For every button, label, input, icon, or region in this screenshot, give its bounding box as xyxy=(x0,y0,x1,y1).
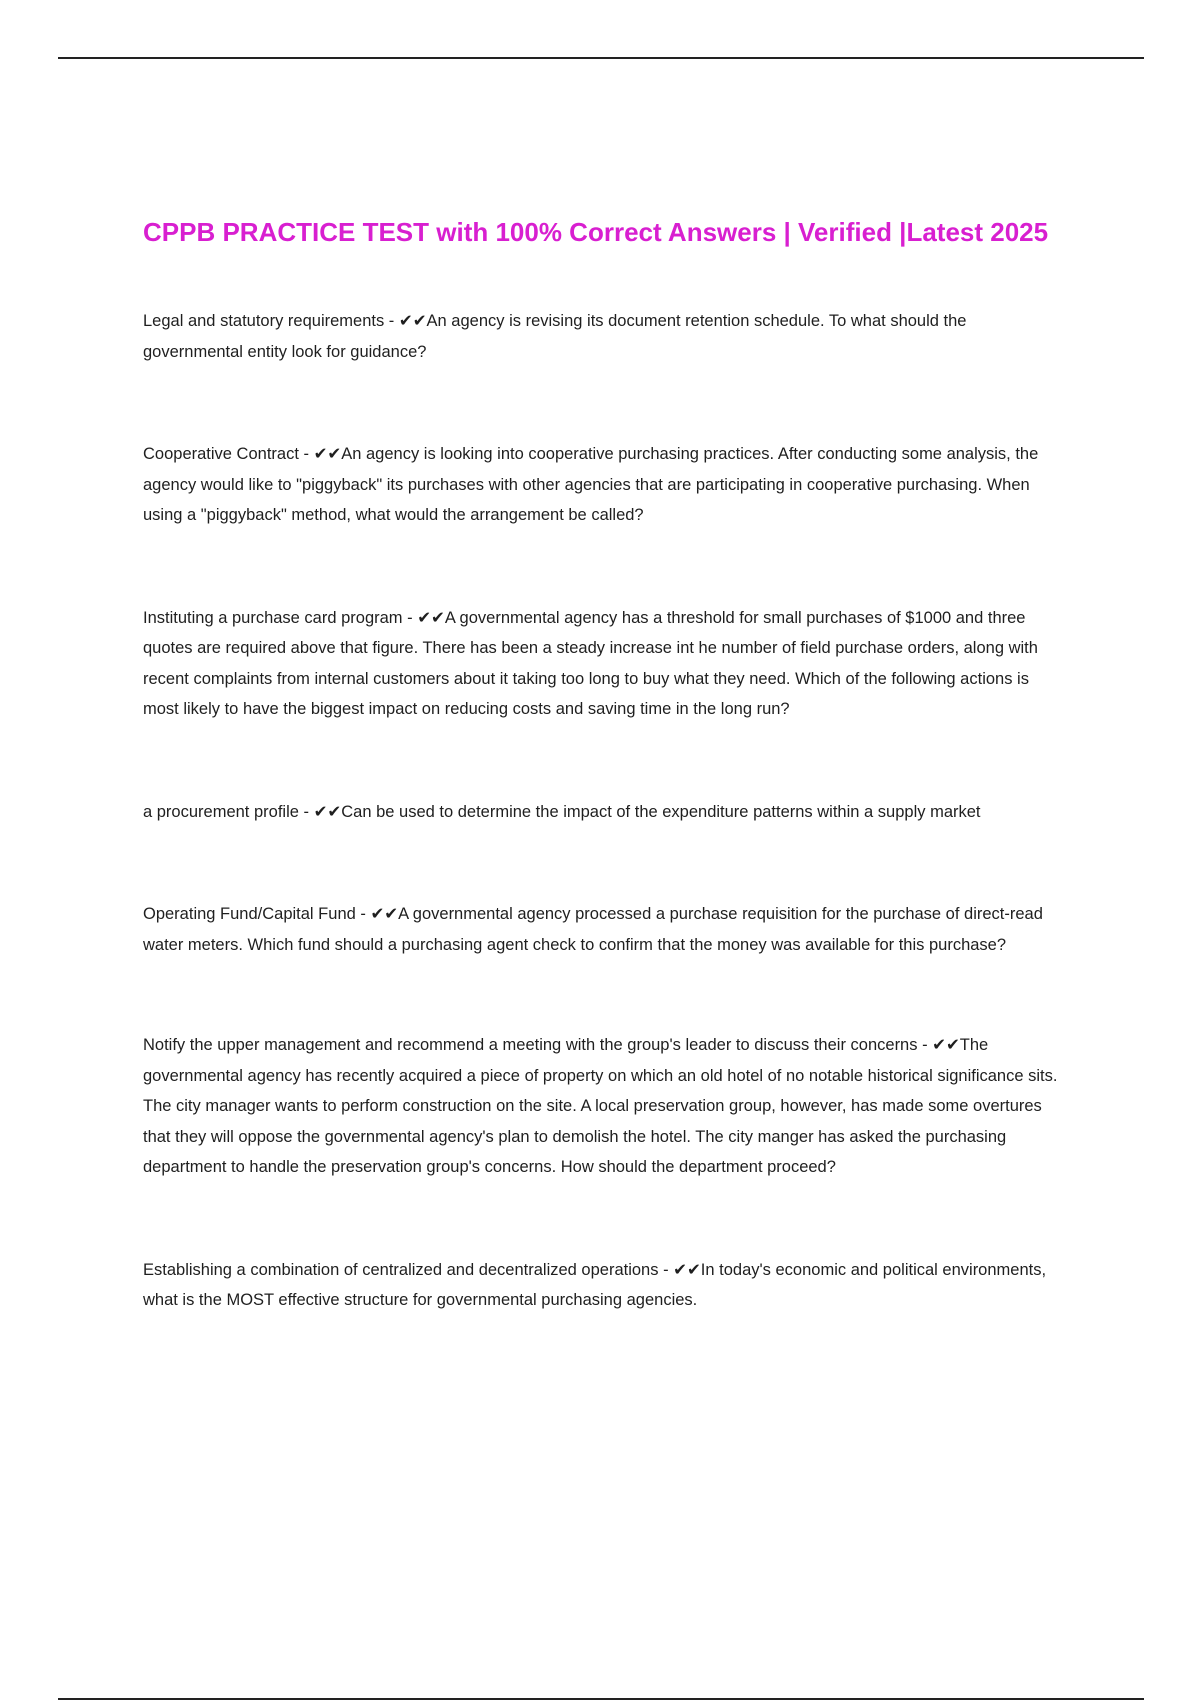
qa-item: a procurement profile - ✔✔Can be used to determine the impact of the expenditure patterns within a supply market xyxy=(143,802,981,821)
qa-item: Establishing a combination of centralized and decentralized operations - ✔✔In today's economic and political environments, what is the MOST effective structure for governmental purchasing agencies. xyxy=(143,1260,1047,1309)
qa-item: Legal and statutory requirements - ✔✔An agency is revising its document retention schedule. To what should the governmental entity look for guidance? xyxy=(143,312,967,361)
qa-item: Cooperative Contract - ✔✔An agency is looking into cooperative purchasing practices. After conducting some analysis, the agency would like to "piggyback" its purchases with other agencies that are participating in cooperative purchasing. When using a "piggyback" method, what would the arrangement be called? xyxy=(143,445,1039,524)
document-body xyxy=(143,213,1068,1316)
qa-item: Notify the upper management and recommend a meeting with the group's leader to discuss their concerns - ✔✔The governmental agency has recently acquired a piece of property on which an old hotel of no notable historical significance sits. The city manager wants to perform construction on the site. A local preservation group, however, has made some overtures that they will oppose the governmental agency's plan to demolish the hotel. The city manger has asked the purchasing department to handle the preservation group's concerns. How should the department proceed? xyxy=(143,1036,1058,1176)
top-rule xyxy=(58,57,1144,59)
qa-item: Instituting a purchase card program - ✔✔A governmental agency has a threshold for small purchases of $1000 and three quotes are required above that figure. There has been a steady increase int he number of field purchase orders, along with recent complaints from internal customers about it taking too long to buy what they need. Which of the following actions is most likely to have the biggest impact on reducing costs and saving time in the long run? xyxy=(143,608,1038,718)
qa-item: Operating Fund/Capital Fund - ✔✔A governmental agency processed a purchase requisition for the purchase of direct-read water meters. Which fund should a purchasing agent check to confirm that the money was available for this purchase? xyxy=(143,905,1043,954)
document-title: CPPB PRACTICE TEST with 100% Correct Answers | Verified |Latest 2025 xyxy=(143,217,1049,247)
